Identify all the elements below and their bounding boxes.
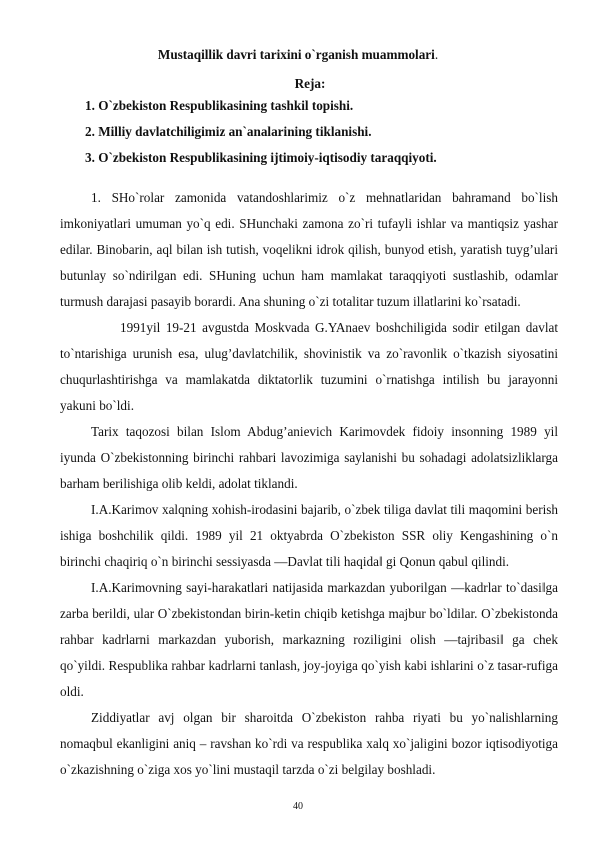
paragraph: Tarix taqozosi bilan Islom Abdug’anievich Karimovdek fidoiy insonning 1989 yil iyunda O`zbekistonning birinchi rahbari lavozimiga saylanishi bu sohadagi adolatsizliklarga barham berilishiga olib keldi, adolat tiklandi.	[60, 424, 558, 491]
plan-item: 3. O`zbekiston Respublikasining ijtimoiy-iqtisodiy taraqqiyoti.	[85, 150, 437, 165]
plan-heading: Reja:	[294, 76, 326, 91]
plan-item: 2. Milliy davlatchiligimiz an`analarining tiklanishi.	[85, 124, 372, 139]
document-title	[0, 47, 596, 63]
paragraph: Ziddiyatlar avj olgan bir sharoitda O`zbekiston rahba riyati bu yo`nalishlarning nomaqbul ekanligini aniq – ravshan ko`rdi va respublika xalq xo`jaligini bozor iqtisodiyotiga o`zkazishning o`ziga xos yo`lini mustaqil tarzda o`zi belgilay boshladi.	[60, 710, 558, 777]
title-text: Mustaqillik davri tarixini o`rganish muammolari	[157, 47, 435, 62]
paragraph: I.A.Karimovning sayi-harakatlari natijasida markazdan yuborilgan ―kadrlar to`dasi‖ga zarba berildi, ular O`zbekistondan birin-ketin chiqib ketishga majbur bo`ldilar. O`zbekistonda rahbar kadrlarni markazdan yuborish, markazning roziligini olish ―tajribasi‖ ga chek qo`yildi. Respublika rahbar kadrlarni tanlash, joy-joyiga qo`yish kabi ishlarini o`z tasar-rufiga oldi.	[60, 580, 558, 699]
title-period: .	[434, 47, 439, 62]
plan-list	[85, 98, 437, 176]
paragraph: I.A.Karimov xalqning xohish-irodasini bajarib, o`zbek tiliga davlat tili maqomini berish ishiga boshchilik qildi. 1989 yil 21 oktyabrda O`zbekiston SSR oliy Kengashining o`n birinchi chaqiriq o`n birinchi sessiyasda ―Davlat tili haqida‖ gi Qonun qabul qilindi.	[60, 502, 558, 569]
body-text	[60, 185, 558, 783]
paragraph: 1991yil 19-21 avgustda Moskvada G.YAnaev boshchiligida sodir etilgan davlat to`ntarishiga urunish esa, ulug’davlatchilik, shovinistik va zo`ravonlik o`tkazish siyosatini chuqurlashtirishga va mamlakatda diktatorlik tuzumini o`rnatishga intilish bu jarayonni yakuni bo`ldi.	[60, 320, 558, 413]
page-number: 40	[293, 801, 303, 812]
plan-item: 1. O`zbekiston Respublikasining tashkil topishi.	[85, 98, 354, 113]
paragraph: 1. SHo`rolar zamonida vatandoshlarimiz o`z mehnatlaridan bahramand bo`lish imkoniyatlari umuman yo`q edi. SHunchaki zamona zo`ri tufayli ishlar va mantiqsiz yashar edilar. Binobarin, aql bilan ish tutish, voqelikni idrok qilish, bunyod etish, yaratish tuyg’ulari butunlay so`ndirilgan edi. SHuning uchun ham mamlakat taraqqiyoti sustlashib, odamlar turmush darajasi pasayib borardi. Ana shuning o`zi totalitar tuzum illatlarini ko`rsatadi.	[60, 190, 558, 309]
